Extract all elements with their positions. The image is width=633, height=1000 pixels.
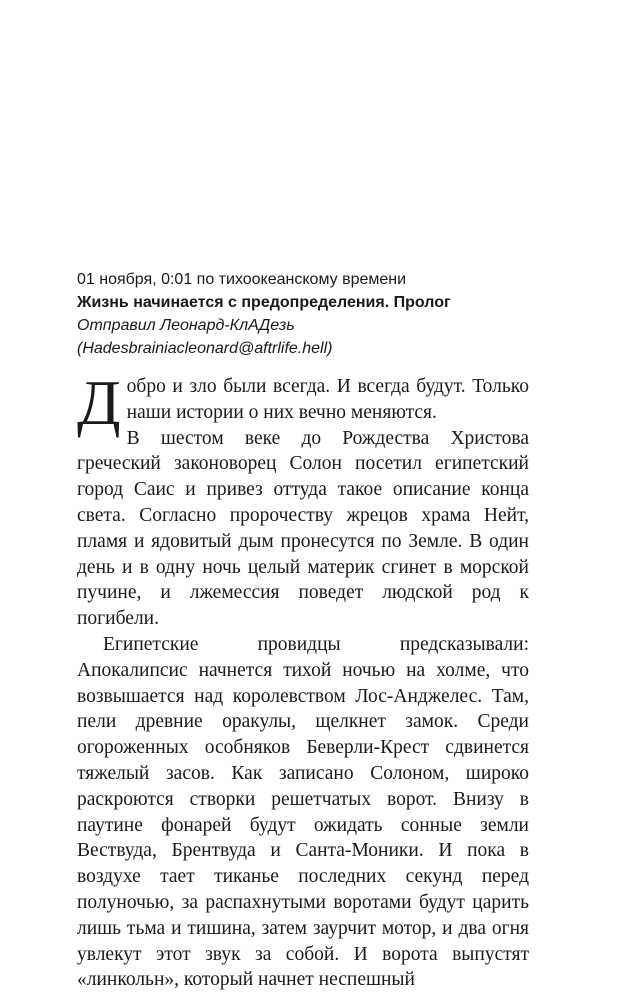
post-author-email: (Hadesbrainiacleonard@aftrlife.hell) [77,340,333,357]
paragraph-opening [77,367,529,438]
book-body [77,367,529,993]
post-title: Жизнь начинается с предопределения. Пролог [77,294,451,311]
post-header [77,268,557,360]
paragraph-opening-text: обро и зло были всегда. И всегда будут. Только наши истории о них вечно меняются. [126,376,529,423]
paragraph-solon: В шестом веке до Рождества Христова греческий законоворец Солон посетил египетский город Саис и привез оттуда такое описание конца света. Согласно пророчеству жрецов храма Нейт, пламя и ядовитый дым пронесутся по Земле. В один день и в одну ночь целый материк сгинет в морской пучине, и лжемессия поведет людской род к погибели. [77,427,529,630]
post-timestamp: 01 ноября, 0:01 по тихоокеанскому времени [77,271,407,288]
post-author: Отправил Леонард-КлАДезь [77,317,295,334]
paragraph-prophecy: Египетские провидцы предсказывали: Апокалипсис начнется тихой ночью на холме, что возвышается над королевством Лос-Анджелес. Там, пели древние оракулы, щелкнет замок. Среди огороженных особняков Беверли-Крест сдвинется тяжелый засов. Как записано Солоном, широко раскроются створки решетчатых ворот. Внизу в паутине фонарей будут ожидать сонные земли Вествуда, Брентвуда и Санта-Моники. И пока в воздухе тает тиканье последних секунд перед полуночью, за распахнутыми воротами будут царить лишь тьма и тишина, затем заурчит мотор, и два огня увлекут этот звук за собой. И ворота выпустят «линкольн», который начнет неспешный [77,633,529,991]
drop-cap: Д [77,367,121,438]
